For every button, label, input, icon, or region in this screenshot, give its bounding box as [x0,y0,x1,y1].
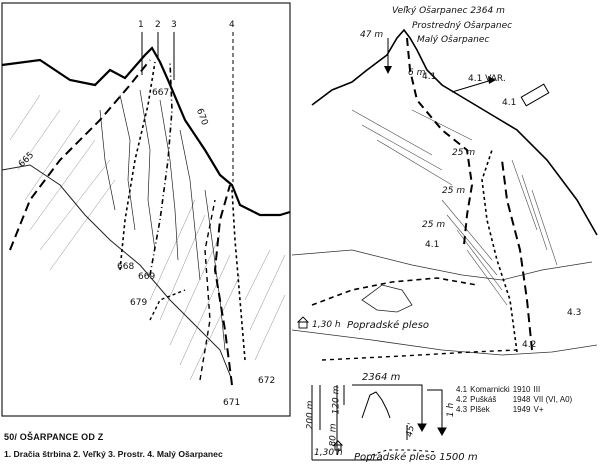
legend-name: Komarnicki [470,385,510,394]
route-number-2: 2 [155,20,161,30]
figure-caption: 1. Dračia štrbina 2. Veľký 3. Prostr. 4. Malý Ošarpanec [4,449,223,459]
profile-130h: 1,30 h [314,448,343,458]
legend-grade: VII (VI, A0) [533,395,573,404]
route-id-669: 669 [138,272,156,282]
profile-200m: 200 m [305,400,316,430]
legend-grade: V+ [533,405,544,414]
measure-25m-a: 25 m [452,148,476,158]
route-id-672: 672 [258,376,276,386]
route-label-4-2: 4.2 [522,340,537,350]
route-label-4-1-top: 4.1 [422,72,437,82]
legend-grade: III [533,385,541,394]
route-label-4-3: 4.3 [567,308,582,318]
profile-summit: 2364 m [362,372,401,383]
route-id-667: 667 [152,88,170,98]
legend-name: Plšek [470,405,490,414]
legend-year: 1949 [512,405,531,414]
route-number-3: 3 [171,20,177,30]
variation-label: 4.1 VAR. [468,74,506,84]
left-mountain-illustration [0,0,292,469]
legend-code: 4.1 [456,385,468,394]
table-row [456,385,575,395]
profile-45min: 45' [404,422,418,438]
profile-1h: 1 h [446,402,457,418]
route-number-1: 1 [138,20,144,30]
measure-47m: 47 m [360,30,384,40]
peak-velky: Veľký Ošarpanec 2364 m [392,6,505,16]
route-label-4-1-right: 4.1 [502,98,517,108]
route-id-668: 668 [117,262,135,272]
table-row [456,395,575,405]
measure-25m-b: 25 m [442,186,466,196]
route-id-679: 679 [130,298,148,308]
route-label-4-1-bottom: 4.1 [425,240,440,250]
profile-lake: Popradské pleso 1500 m [354,452,478,463]
lake-name: Popradské pleso [347,320,430,331]
route-number-4: 4 [229,20,235,30]
lake-elevation: 1,30 h [312,320,341,330]
figure-title: 50/ OŠARPANCE OD Z [4,432,104,442]
route-id-671: 671 [223,398,241,408]
table-row [456,405,575,415]
legend-year: 1910 [512,385,531,394]
profile-80m: 80 m [328,423,339,447]
legend-code: 4.2 [456,395,468,404]
route-legend-table [456,385,575,415]
peak-maly: Malý Ošarpanec [417,35,490,45]
measure-6m: 6 m [408,68,426,78]
legend-year: 1948 [512,395,531,404]
peak-prostredny: Prostredný Ošarpanec [412,21,513,31]
profile-120m: 120 m [331,385,342,415]
route-id-665: 665 [16,150,37,170]
legend-name: Puškáš [470,395,497,404]
left-route-drawing [0,0,292,469]
route-id-670: 670 [193,107,210,127]
measure-25m-c: 25 m [422,220,446,230]
legend-code: 4.3 [456,405,468,414]
